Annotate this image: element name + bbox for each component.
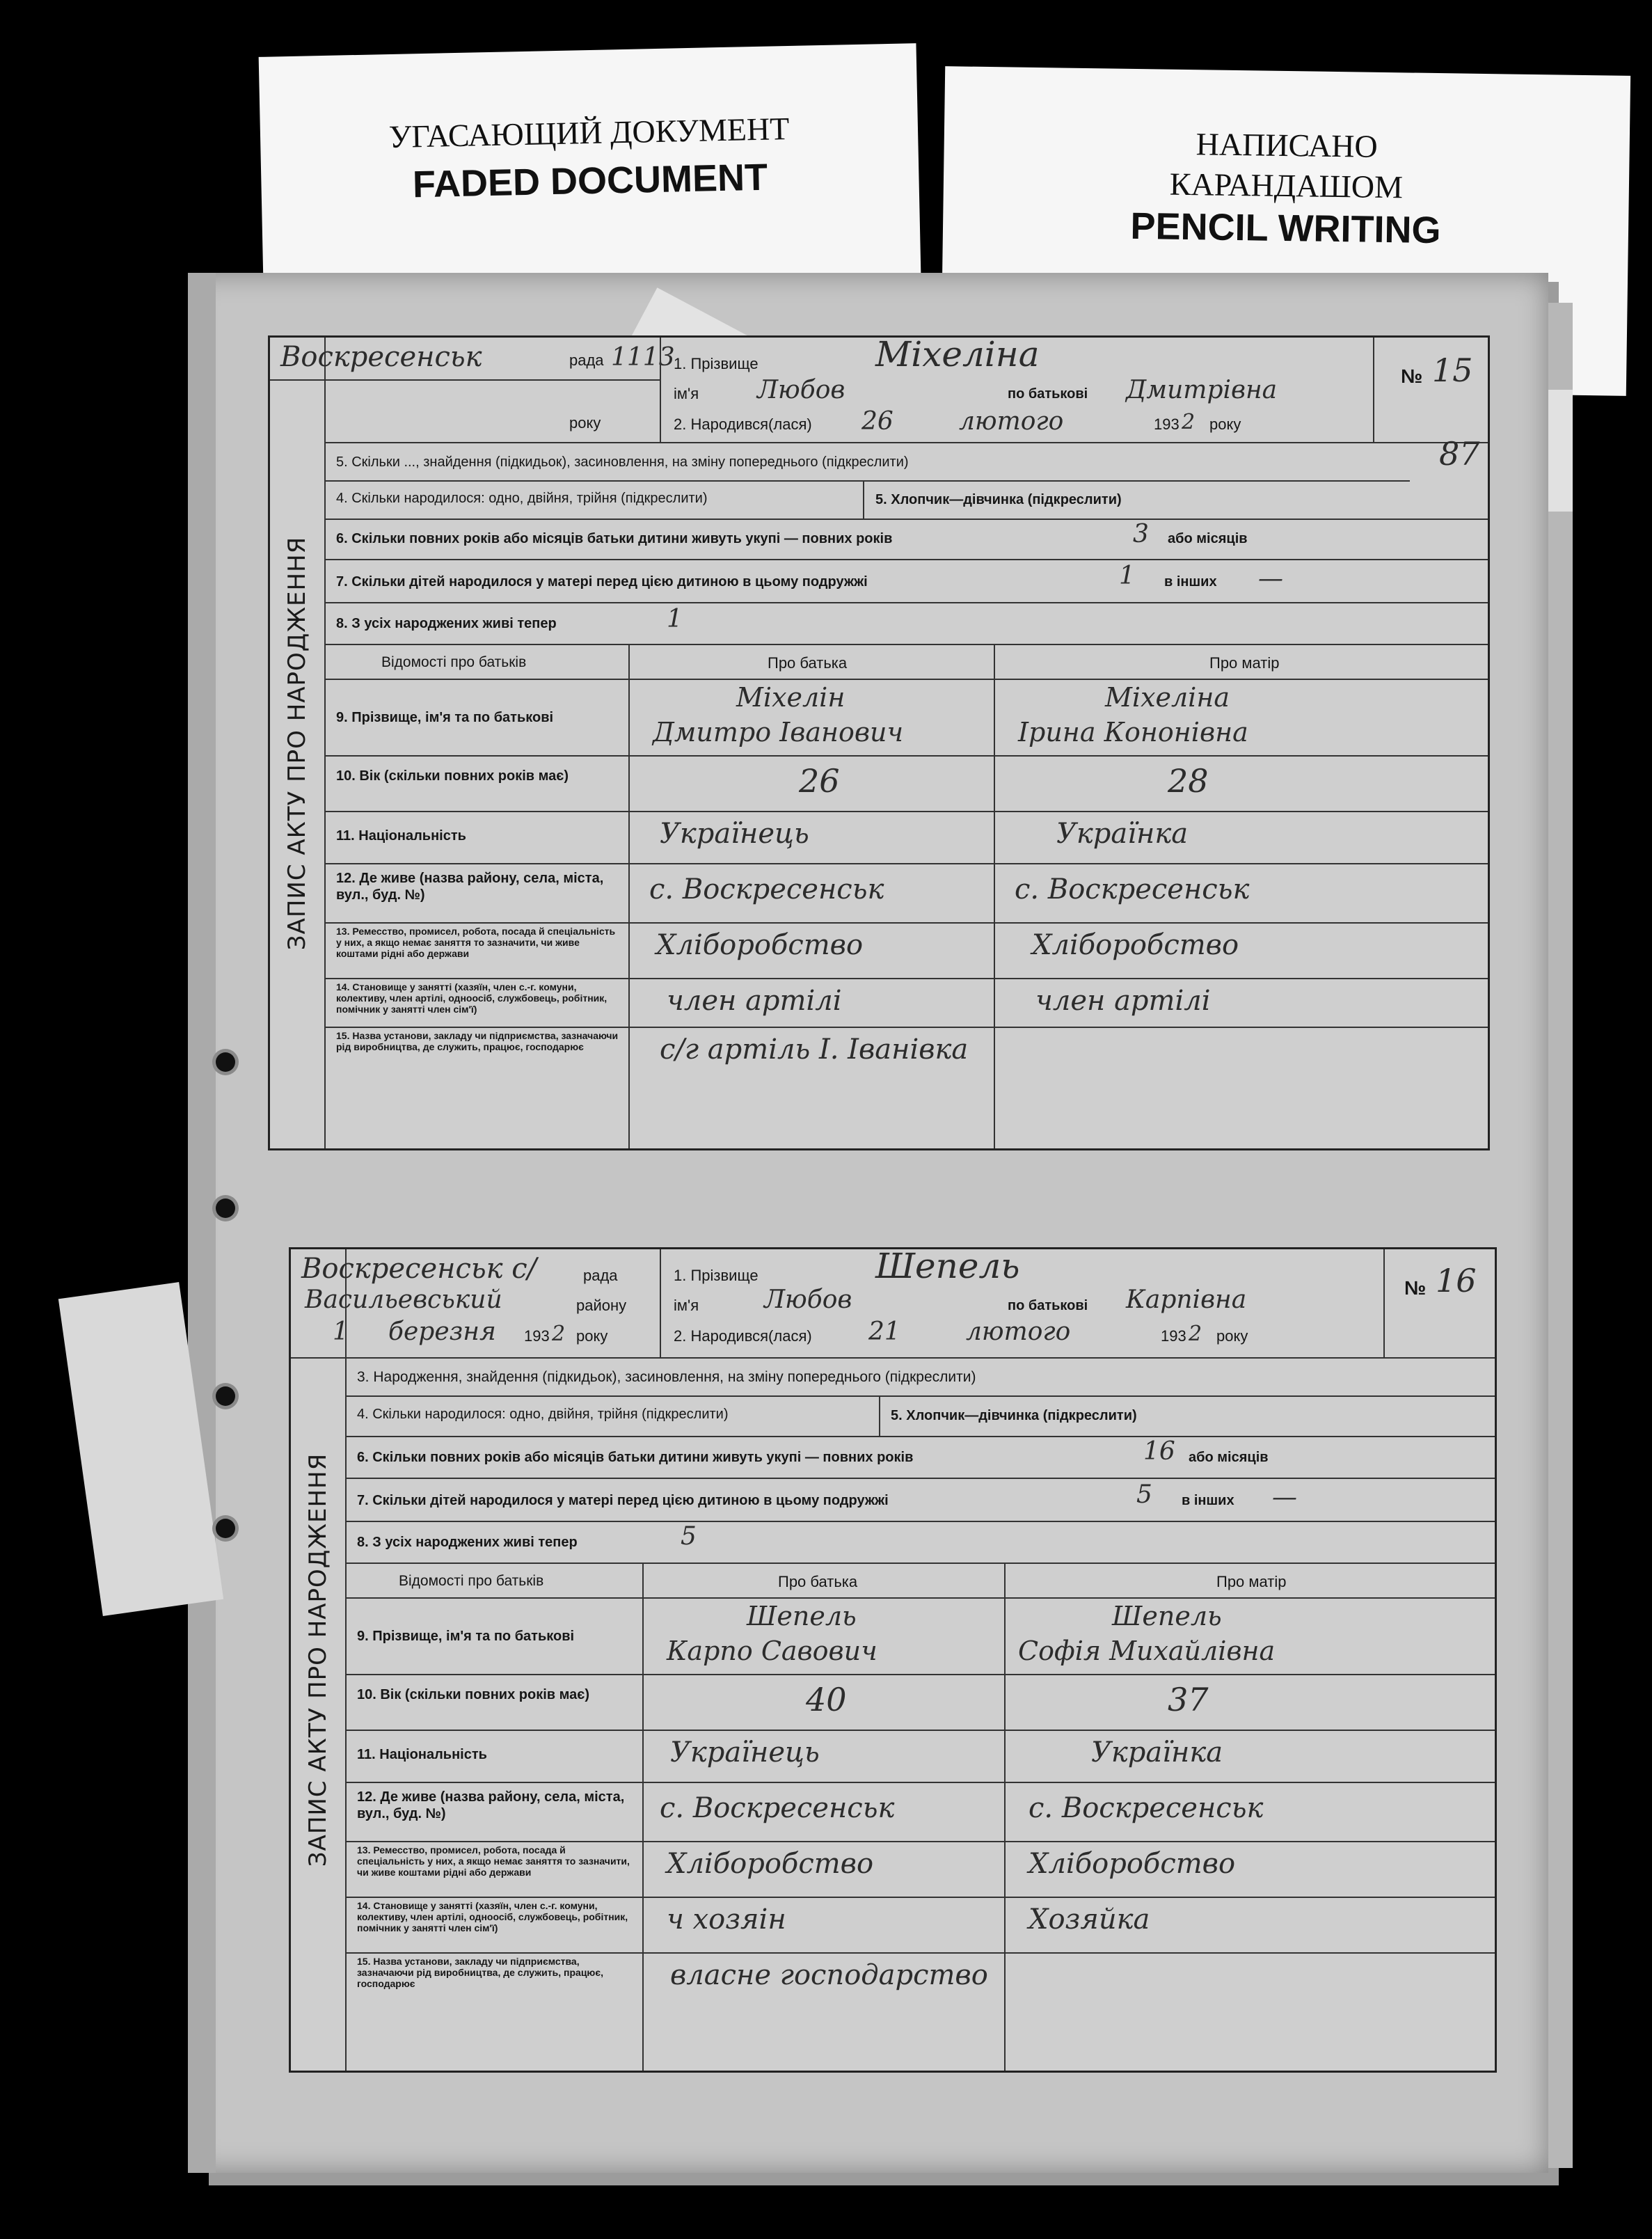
father-name: Карпо Савович (667, 1636, 877, 1666)
divider (324, 480, 1410, 482)
mother-surname: Шепель (1112, 1601, 1222, 1631)
father-occupation: Хліборобство (656, 929, 864, 961)
divider (291, 1357, 1495, 1359)
born-label: 2. Народився(лася) (674, 1327, 812, 1345)
faded-document-label (259, 43, 921, 287)
mother-name: Ірина Кононівна (1018, 717, 1248, 747)
year-suffix: 2 (1182, 410, 1196, 434)
record-number: 16 (1436, 1262, 1477, 1299)
name-label: ім'я (674, 385, 699, 402)
row-years: 6. Скільки повних років або місяців батьки дитини живуть укупі — повних років (357, 1450, 914, 1465)
row-children: 7. Скільки дітей народилося у матері перед цією дитиною в цьому подружжі (357, 1493, 889, 1508)
mother-header: Про матір (1209, 654, 1280, 672)
binding-hole (216, 1198, 235, 1218)
number-sign: № (1404, 1277, 1427, 1299)
row15-label: 15. Назва установи, закладу чи підприємства, зазначаючи рід виробництва, де служить, працює, господарює (336, 1030, 619, 1052)
mother-age: 37 (1168, 1681, 1209, 1718)
pencil-label-ru1: НАПИСАНО (1196, 126, 1379, 164)
row12-label: 12. Де живе (назва району, села, міста, вул., буд. №) (336, 871, 604, 903)
divider (324, 602, 1488, 603)
row14-label: 14. Становище у занятті (хазяїн, член с.-г. комуни, колективу, член артілі, одноосіб, службовець, робітник, помічник у занятті член сім'ї) (357, 1900, 628, 1933)
council-name: Воскресенськ с/ (301, 1253, 537, 1285)
name-label: ім'я (674, 1297, 699, 1314)
surname-label: 1. Прізвище (674, 355, 759, 372)
roku-label: року (1216, 1327, 1248, 1345)
divider (628, 644, 630, 1148)
patronymic-label: по батькові (1008, 386, 1088, 402)
divider (345, 1674, 1495, 1675)
divider (345, 1436, 1495, 1437)
roku-label: року (1209, 416, 1241, 433)
child-surname: Міхеліна (875, 334, 1040, 374)
divider (642, 1562, 644, 2071)
divider (324, 559, 1488, 560)
row13-label: 13. Ремесство, промисел, робота, посада й спеціальність у них, а якщо немає заняття то зазначити, чи живе коштами рідні або держави (357, 1844, 630, 1878)
divider (1373, 338, 1374, 442)
parents-info-header: Відомості про батьків (399, 1573, 544, 1589)
council-number: 1113 (611, 343, 675, 372)
faded-label-en: FADED DOCUMENT (412, 156, 768, 206)
mother-nationality: Українка (1091, 1736, 1223, 1769)
divider (345, 1597, 1495, 1599)
row10-label: 10. Вік (скільки повних років має) (336, 768, 569, 784)
pencil-label-en: PENCIL WRITING (1130, 205, 1441, 252)
mother-occupation: Хліборобство (1032, 929, 1239, 961)
pencil-label-ru2: КАРАНДАШОМ (1169, 166, 1404, 205)
divider (324, 755, 1488, 757)
father-nationality: Українець (670, 1736, 820, 1769)
reg-year-suffix: 2 (552, 1322, 566, 1346)
row-sex: 5. Хлопчик—дівчинка (підкреслити) (875, 492, 1122, 507)
divider (324, 863, 1488, 864)
divider (345, 1395, 1495, 1397)
mother-header: Про матір (1216, 1573, 1287, 1590)
mother-nationality: Українка (1056, 818, 1189, 850)
birth-day: 26 (861, 407, 893, 436)
children-before: 1 (1119, 562, 1135, 590)
divider (660, 1249, 661, 1357)
birth-month: лютого (966, 1318, 1071, 1346)
birth-day: 21 (868, 1318, 900, 1346)
father-workplace: с/г артіль І. Іванівка (660, 1034, 969, 1066)
father-header: Про батька (768, 654, 848, 672)
row-count: 4. Скільки народилося: одно, двійня, трійня (підкреслити) (336, 491, 708, 506)
mother-occupation: Хліборобство (1028, 1848, 1236, 1880)
father-surname: Міхелін (736, 682, 845, 713)
divider (324, 811, 1488, 812)
mother-residence: с. Воскресенськ (1028, 1792, 1264, 1824)
row9-label: 9. Прізвище, ім'я та по батькові (336, 710, 554, 725)
registration-month: березня (388, 1318, 496, 1346)
birth-record-15 (268, 335, 1490, 1150)
divider (324, 644, 1488, 645)
divider (1383, 1249, 1385, 1357)
council-name: Воскресенськ (280, 341, 482, 373)
mother-status: член артілі (1035, 985, 1211, 1017)
rada-label: рада (569, 351, 604, 369)
row-sex: 5. Хлопчик—дівчинка (підкреслити) (891, 1408, 1137, 1423)
torn-edge (188, 273, 216, 2173)
elsewhere-label: в інших (1164, 574, 1217, 590)
child-name: Любов (764, 1285, 852, 1314)
register-page (188, 273, 1548, 2173)
binding-hole (216, 1386, 235, 1406)
record-side-title: ЗАПИС АКТУ ПРО НАРОДЖЕННЯ (270, 338, 326, 1148)
mother-status: Хозяйка (1028, 1904, 1150, 1936)
child-name: Любов (757, 376, 845, 404)
divider (345, 1782, 1495, 1783)
number-sign: № (1401, 365, 1423, 387)
years-together: 16 (1143, 1437, 1175, 1466)
rayonu-label: району (576, 1297, 627, 1314)
divider (660, 338, 661, 442)
divider (324, 922, 1488, 924)
divider (345, 1562, 1495, 1564)
children-other: — (1272, 1483, 1297, 1512)
father-residence: с. Воскресенськ (649, 873, 884, 905)
row13-label: 13. Ремесство, промисел, робота, посада й спеціальність у них, а якщо немає заняття то зазначити, чи живе коштами рідні або держави (336, 926, 616, 959)
divider (324, 442, 1488, 443)
record-side-title: ЗАПИС АКТУ ПРО НАРОДЖЕННЯ (291, 1249, 347, 2071)
row14-label: 14. Становище у занятті (хазяїн, член с.-г. комуни, колективу, член артілі, одноосіб, службовець, робітник, помічник у занятті член сім'ї) (336, 981, 607, 1015)
year-prefix: 193 (1154, 416, 1180, 433)
father-workplace: власне господарство (670, 1959, 988, 1991)
mother-residence: с. Воскресенськ (1015, 873, 1250, 905)
father-occupation: Хліборобство (667, 1848, 874, 1880)
binding-hole (216, 1052, 235, 1072)
year-prefix: 193 (1161, 1327, 1186, 1345)
row11-label: 11. Національність (357, 1747, 487, 1762)
record-number: 15 (1432, 351, 1473, 389)
father-surname: Шепель (747, 1601, 857, 1631)
alive-now: 1 (667, 605, 683, 633)
parents-info-header: Відомості про батьків (381, 654, 527, 670)
rada-label: рада (583, 1267, 618, 1284)
row15-label: 15. Назва установи, закладу чи підприємства, зазначаючи рід виробництва, де служить, працює, господарює (357, 1956, 604, 1989)
child-surname: Шепель (875, 1246, 1020, 1286)
father-header: Про батька (778, 1573, 858, 1590)
surname-label: 1. Прізвище (674, 1267, 759, 1284)
divider (270, 379, 660, 381)
mother-name: Софія Михайлівна (1018, 1636, 1276, 1666)
record-number-extra: 87 (1439, 435, 1480, 473)
alive-now: 5 (681, 1522, 697, 1551)
divider (345, 1952, 1495, 1954)
child-patronymic: Дмитрівна (1126, 376, 1278, 404)
divider (324, 1027, 1488, 1028)
row-alive: 8. З усіх народжених живі тепер (336, 616, 557, 631)
row-count: 4. Скільки народилося: одно, двійня, трійня (підкреслити) (357, 1407, 729, 1422)
row9-label: 9. Прізвище, ім'я та по батькові (357, 1629, 575, 1644)
mother-age: 28 (1168, 762, 1209, 800)
father-name: Дмитро Іванович (653, 717, 904, 747)
birth-month: лютого (959, 407, 1064, 436)
father-status: член артілі (667, 985, 842, 1017)
row12-label: 12. Де живе (назва району, села, міста, вул., буд. №) (357, 1789, 625, 1821)
divider (994, 644, 995, 1148)
father-age: 26 (799, 762, 840, 800)
year-suffix: 2 (1189, 1322, 1202, 1346)
divider (1004, 1562, 1006, 2071)
divider (345, 1730, 1495, 1731)
father-residence: с. Воскресенськ (660, 1792, 895, 1824)
divider (345, 1841, 1495, 1842)
binding-hole (216, 1519, 235, 1538)
divider (324, 519, 1488, 520)
divider (324, 679, 1488, 680)
divider (879, 1395, 880, 1436)
father-nationality: Українець (660, 818, 809, 850)
mother-surname: Міхеліна (1105, 682, 1230, 713)
elsewhere-label: в інших (1182, 1493, 1234, 1508)
children-before: 5 (1136, 1480, 1152, 1509)
row-children: 7. Скільки дітей народилося у матері перед цією дитиною в цьому подружжі (336, 574, 868, 590)
birth-record-16 (289, 1247, 1497, 2073)
born-label: 2. Народився(лася) (674, 416, 812, 433)
child-patronymic: Карпівна (1126, 1285, 1247, 1314)
row-birth-type: 3. Народження, знайдення (підкидьок), засиновлення, на зміну попереднього (підкреслити) (357, 1369, 976, 1385)
years-together: 3 (1133, 520, 1149, 548)
faded-label-ru: УГАСАЮЩИЙ ДОКУМЕНТ (388, 110, 790, 155)
months-label: або місяців (1168, 531, 1248, 546)
district-name: Васильевський (305, 1285, 502, 1314)
reg-year-prefix: 193 (524, 1327, 550, 1345)
row-years: 6. Скільки повних років або місяців батьки дитини живуть укупі — повних років (336, 531, 893, 546)
patronymic-label: по батькові (1008, 1298, 1088, 1313)
roku-label: року (569, 414, 601, 432)
children-other: — (1258, 564, 1283, 593)
divider (345, 1897, 1495, 1898)
months-label: або місяців (1189, 1450, 1269, 1465)
roku-label: року (576, 1327, 608, 1345)
row10-label: 10. Вік (скільки повних років має) (357, 1687, 589, 1702)
father-age: 40 (806, 1681, 847, 1718)
row11-label: 11. Національність (336, 828, 466, 844)
row-alive: 8. З усіх народжених живі тепер (357, 1535, 578, 1550)
row-birth-type: 5. Скільки ..., знайдення (підкидьок), засиновлення, на зміну попереднього (підкреслити) (336, 454, 909, 470)
divider (345, 1521, 1495, 1522)
registration-day: 1 (333, 1318, 349, 1346)
divider (863, 480, 864, 519)
father-status: ч хозяін (667, 1904, 786, 1936)
divider (324, 978, 1488, 979)
divider (345, 1478, 1495, 1479)
